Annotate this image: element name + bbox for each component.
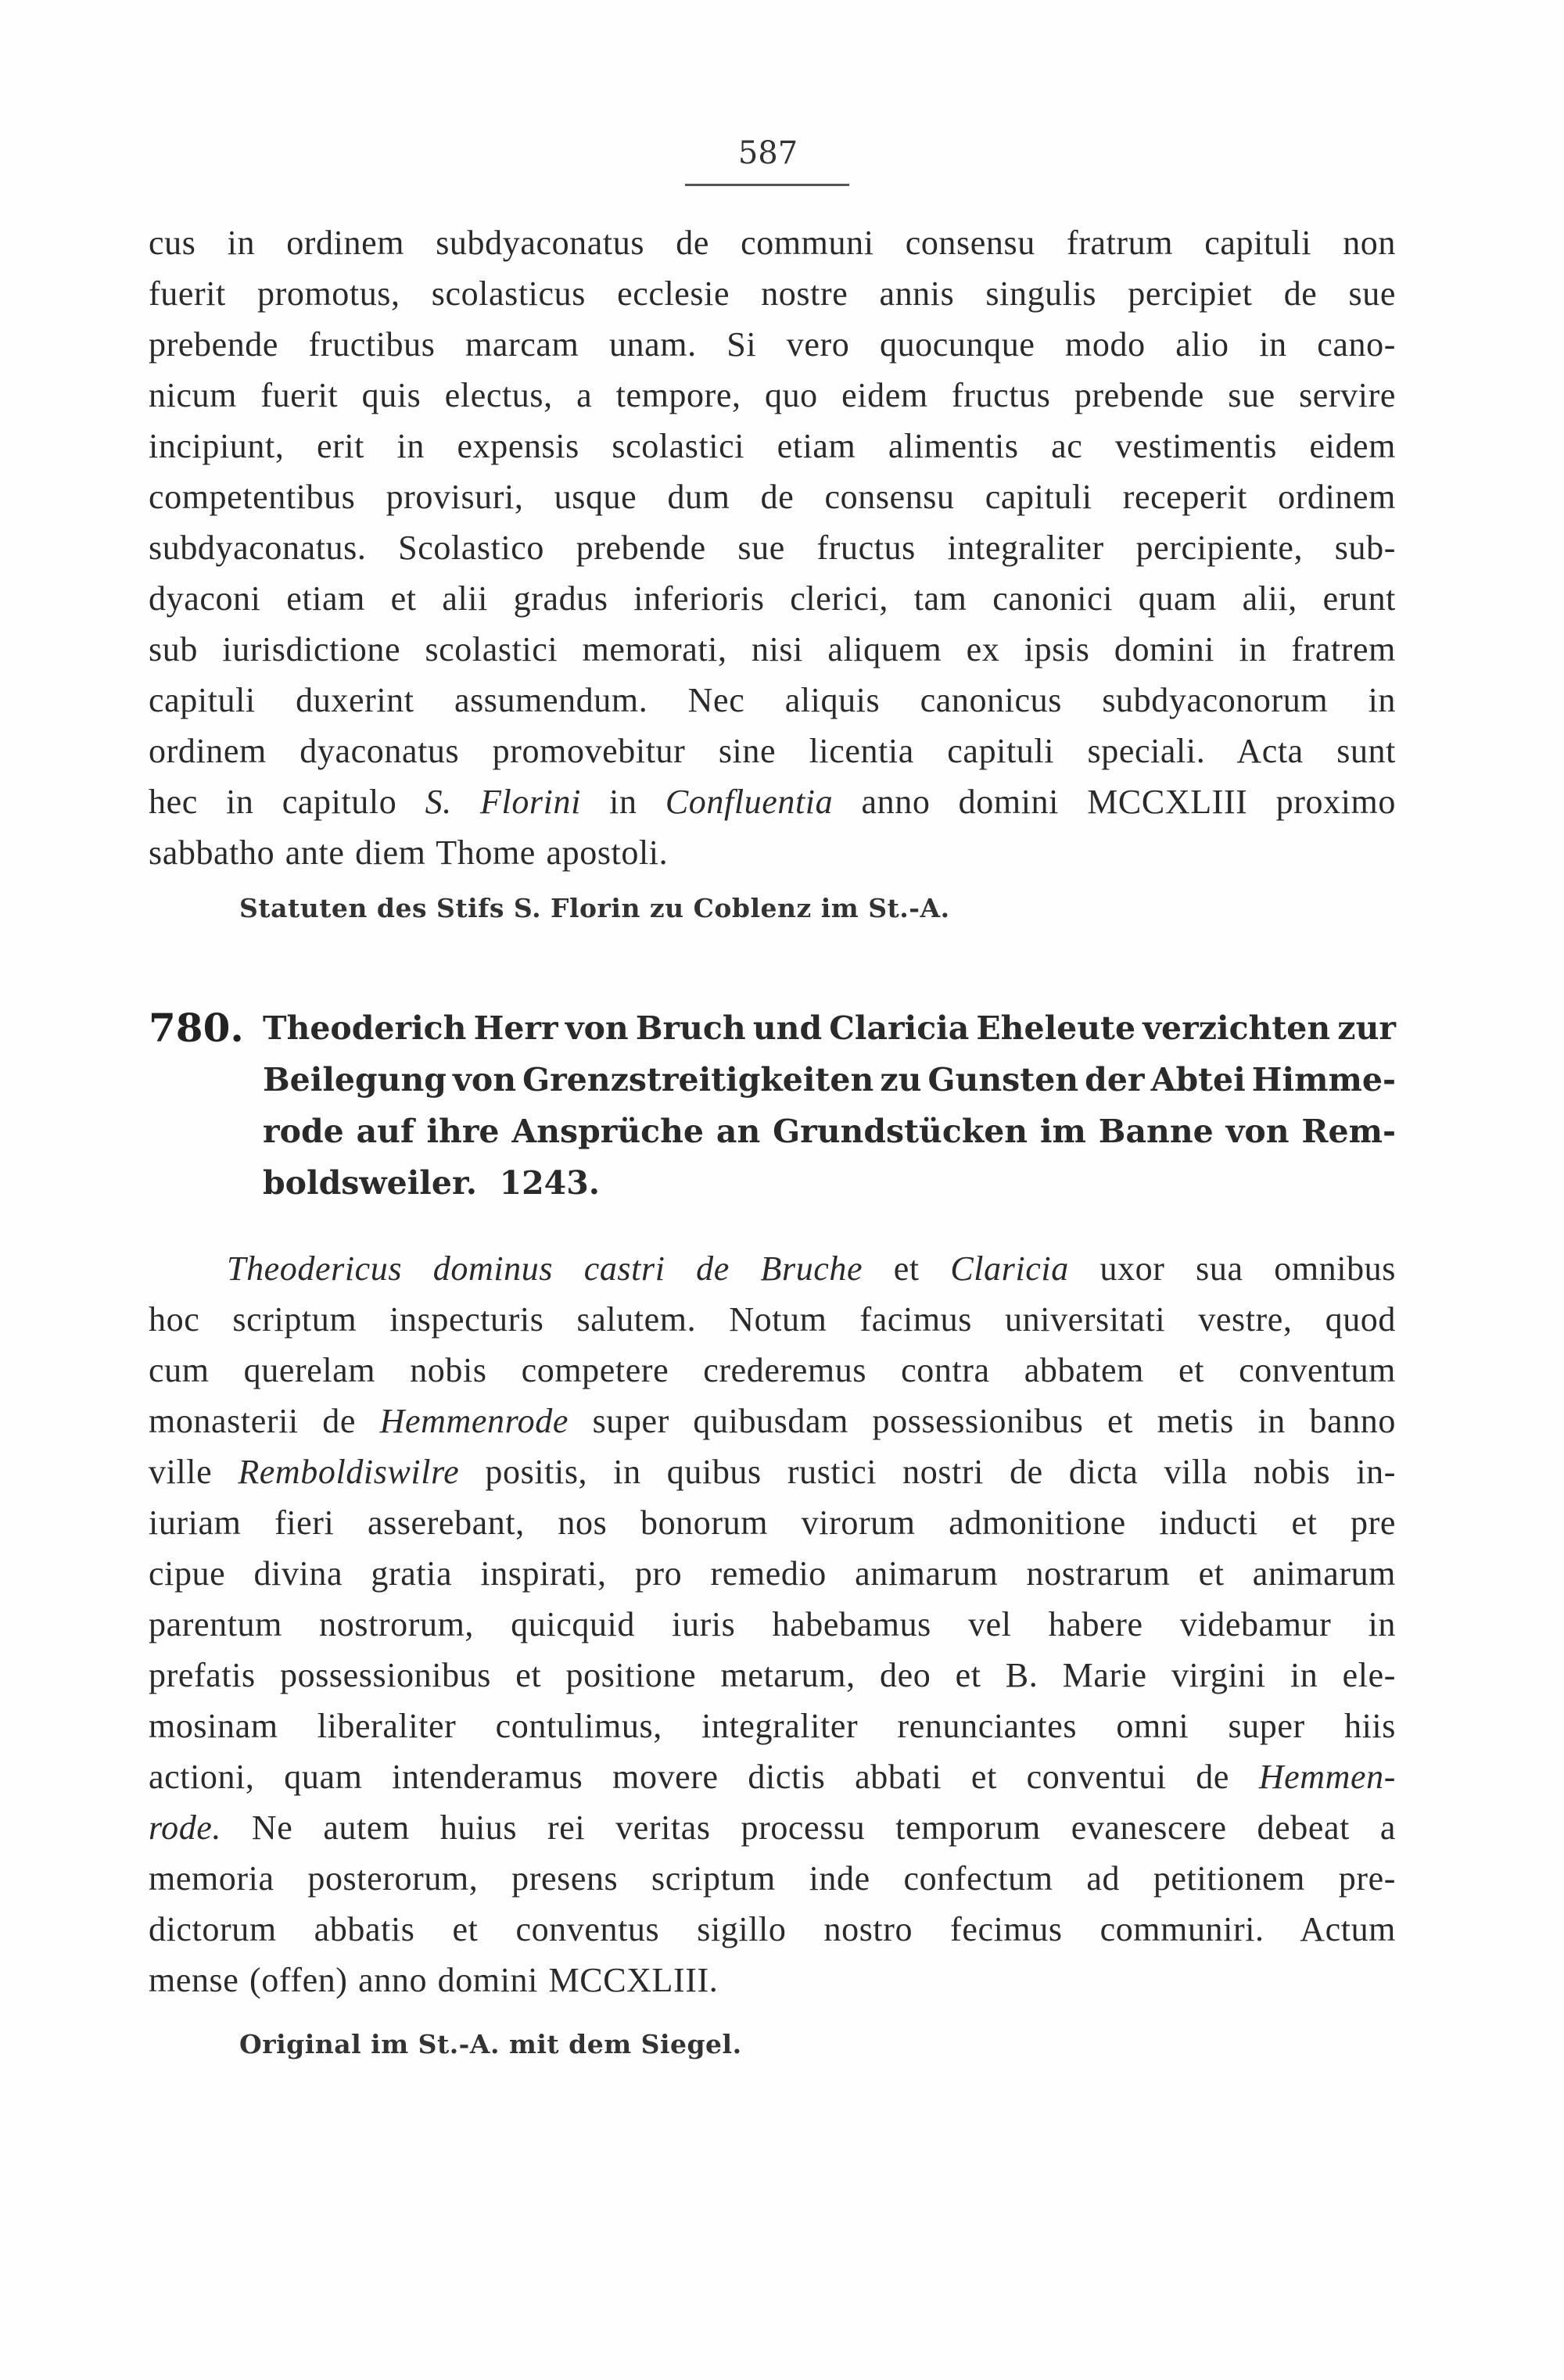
page-number: 587 — [737, 135, 798, 171]
person-name-italic: Claricia — [950, 1249, 1069, 1288]
text-run: super quibusdam possessionibus et metis in banno — [569, 1402, 1396, 1440]
text-line — [149, 1447, 1396, 1497]
heading-line: boldsweiler. 1243. — [263, 1164, 601, 1202]
place-name-italic: Confluentia — [665, 783, 834, 821]
place-name-italic: Hemmenrode — [379, 1402, 569, 1440]
place-name-italic: Remboldiswilre — [238, 1453, 460, 1491]
heading-line: rode auf ihre Ansprüche an Grundstücken im Banne von Rem- — [263, 1113, 1396, 1150]
place-name-italic: S. Florini — [425, 783, 581, 821]
text-run: et — [863, 1249, 951, 1288]
text-line: iuriam fieri asserebant, nos bonorum virorum admonitione inducti et pre — [149, 1504, 1396, 1542]
heading-line: Theoderich Herr von Bruch und Claricia Eheleute verzichten zur — [263, 1009, 1396, 1047]
text-line: dyaconi etiam et alii gradus inferioris clerici, tam canonici quam alii, erunt — [149, 579, 1396, 618]
text-line: mense (offen) anno domini MCCXLIII. — [149, 1961, 719, 1999]
text-run: monasterii de — [149, 1402, 380, 1440]
text-line: prefatis possessionibus et positione metarum, deo et B. Marie virgini in ele- — [149, 1656, 1396, 1694]
heading-line: Beilegung von Grenzstreitigkeiten zu Gunsten der Abtei Himme- — [263, 1061, 1396, 1099]
source-note: Statuten des Stifs S. Florin zu Coblenz im St.-A. — [239, 893, 950, 923]
text-line — [149, 777, 1396, 827]
text-line: dictorum abbatis et conventus sigillo nostro fecimus communiri. Actum — [149, 1910, 1396, 1948]
text-run: anno domini MCCXLIII proximo — [833, 783, 1396, 821]
person-name-italic: Theodericus dominus castri de Bruche — [227, 1249, 863, 1288]
place-name-italic: Hemmen- — [1258, 1758, 1396, 1796]
text-line: prebende fructibus marcam unam. Si vero quocunque modo alio in cano- — [149, 325, 1396, 364]
text-line: competentibus provisuri, usque dum de consensu capituli receperit ordinem — [149, 478, 1396, 516]
text-run: positis, in quibus rustici nostri de dicta villa nobis in- — [459, 1453, 1396, 1491]
page-number-rule — [685, 184, 849, 186]
text-run: uxor sua omnibus — [1068, 1249, 1396, 1288]
text-line: sub iurisdictione scolastici memorati, nisi aliquem ex ipsis domini in fratrem — [149, 630, 1396, 668]
text-line: cum querelam nobis competere crederemus contra abbatem et conventum — [149, 1351, 1396, 1389]
text-run: in — [580, 783, 665, 821]
text-line: hoc scriptum inspecturis salutem. Notum facimus universitati vestre, quod — [149, 1300, 1396, 1339]
text-line — [149, 1752, 1396, 1802]
text-line: fuerit promotus, scolasticus ecclesie nostre annis singulis percipiet de sue — [149, 274, 1396, 313]
text-line: nicum fuerit quis electus, a tempore, quo eidem fructus prebende sue servire — [149, 376, 1396, 414]
text-run: Ne autem huius rei veritas processu temporum evanescere debeat a — [221, 1808, 1396, 1847]
text-line — [227, 1244, 1396, 1294]
text-line: capituli duxerint assumendum. Nec aliquis canonicus subdyaconorum in — [149, 681, 1396, 719]
text-line: parentum nostrorum, quicquid iuris habebamus vel habere videbamur in — [149, 1605, 1396, 1643]
text-line: ordinem dyaconatus promovebitur sine licentia capituli speciali. Acta sunt — [149, 732, 1396, 770]
text-line: memoria posterorum, presens scriptum inde confectum ad petitionem pre- — [149, 1859, 1396, 1898]
place-name-italic: rode. — [149, 1808, 222, 1847]
text-run: ville — [149, 1453, 239, 1491]
text-line: mosinam liberaliter contulimus, integraliter renunciantes omni super hiis — [149, 1707, 1396, 1745]
text-line — [149, 1396, 1396, 1446]
text-line: cus in ordinem subdyaconatus de communi consensu fratrum capituli non — [149, 224, 1396, 262]
text-line: incipiunt, erit in expensis scolastici etiam alimentis ac vestimentis eidem — [149, 427, 1396, 465]
text-line: cipue divina gratia inspirati, pro remedio animarum nostrarum et animarum — [149, 1554, 1396, 1593]
text-line: subdyaconatus. Scolastico prebende sue fructus integraliter percipiente, sub- — [149, 529, 1396, 567]
source-note: Original im St.-A. mit dem Siegel. — [239, 2029, 742, 2059]
text-line: sabbatho ante diem Thome apostoli. — [149, 833, 669, 872]
text-run: actioni, quam intenderamus movere dictis abbati et conventui de — [149, 1758, 1259, 1796]
document-number: 780. — [149, 1005, 244, 1051]
text-run: hec in capitulo — [149, 783, 425, 821]
text-line — [149, 1803, 1396, 1853]
